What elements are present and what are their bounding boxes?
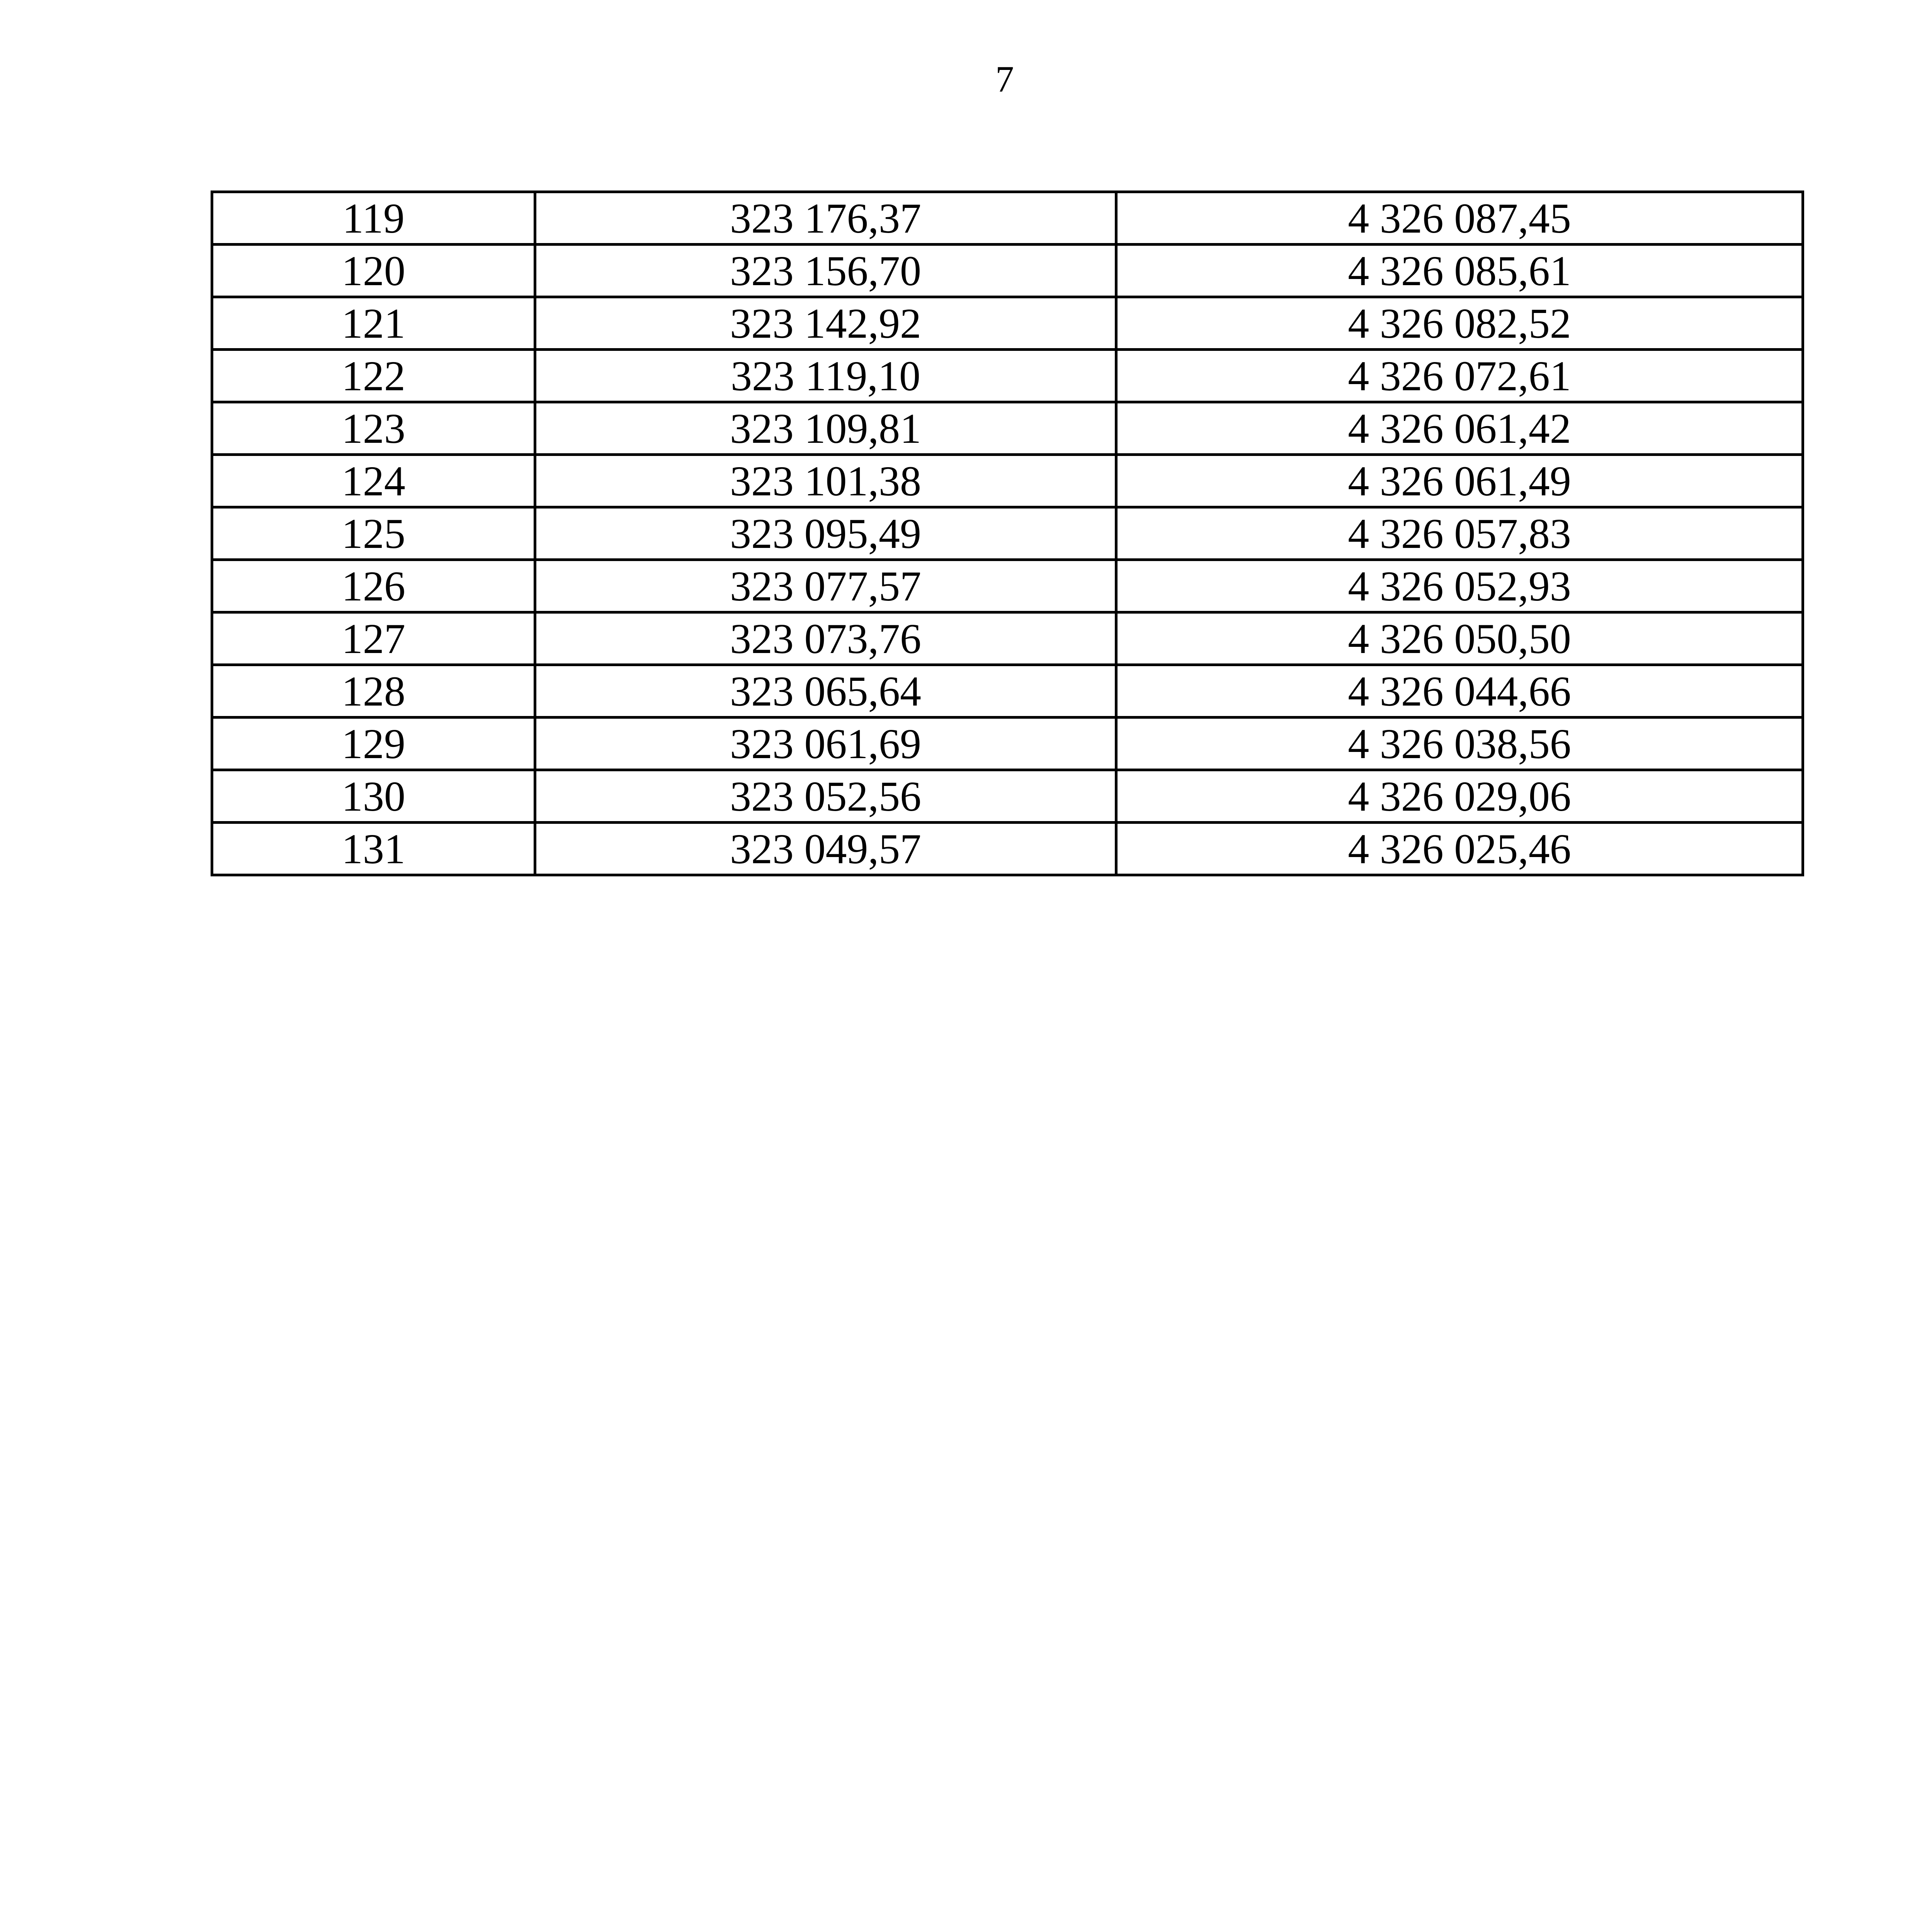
x-coordinate-cell: 323 061,69	[535, 718, 1116, 770]
table-row	[212, 823, 1803, 875]
point-number-cell: 127	[212, 612, 535, 665]
y-coordinate-cell: 4 326 050,50	[1116, 612, 1803, 665]
coordinates-table	[211, 190, 1804, 876]
x-coordinate-cell: 323 049,57	[535, 823, 1116, 875]
table-row	[212, 507, 1803, 560]
y-coordinate-cell: 4 326 072,61	[1116, 350, 1803, 402]
point-number-cell: 130	[212, 770, 535, 823]
page-number: 7	[995, 58, 1014, 100]
x-coordinate-cell: 323 095,49	[535, 507, 1116, 560]
table-row	[212, 192, 1803, 245]
table-row	[212, 350, 1803, 402]
x-coordinate-cell: 323 119,10	[535, 350, 1116, 402]
point-number-cell: 128	[212, 665, 535, 718]
x-coordinate-cell: 323 142,92	[535, 297, 1116, 350]
table-row	[212, 560, 1803, 612]
table-row	[212, 612, 1803, 665]
x-coordinate-cell: 323 101,38	[535, 455, 1116, 507]
table-row	[212, 770, 1803, 823]
x-coordinate-cell: 323 156,70	[535, 245, 1116, 297]
y-coordinate-cell: 4 326 052,93	[1116, 560, 1803, 612]
table-row	[212, 245, 1803, 297]
point-number-cell: 120	[212, 245, 535, 297]
point-number-cell: 124	[212, 455, 535, 507]
y-coordinate-cell: 4 326 085,61	[1116, 245, 1803, 297]
point-number-cell: 131	[212, 823, 535, 875]
table-row	[212, 718, 1803, 770]
x-coordinate-cell: 323 176,37	[535, 192, 1116, 245]
point-number-cell: 122	[212, 350, 535, 402]
x-coordinate-cell: 323 109,81	[535, 402, 1116, 455]
y-coordinate-cell: 4 326 038,56	[1116, 718, 1803, 770]
y-coordinate-cell: 4 326 057,83	[1116, 507, 1803, 560]
point-number-cell: 129	[212, 718, 535, 770]
y-coordinate-cell: 4 326 082,52	[1116, 297, 1803, 350]
x-coordinate-cell: 323 052,56	[535, 770, 1116, 823]
point-number-cell: 121	[212, 297, 535, 350]
y-coordinate-cell: 4 326 087,45	[1116, 192, 1803, 245]
table-row	[212, 665, 1803, 718]
point-number-cell: 125	[212, 507, 535, 560]
point-number-cell: 123	[212, 402, 535, 455]
table-row	[212, 297, 1803, 350]
y-coordinate-cell: 4 326 025,46	[1116, 823, 1803, 875]
x-coordinate-cell: 323 065,64	[535, 665, 1116, 718]
table-row	[212, 455, 1803, 507]
y-coordinate-cell: 4 326 061,42	[1116, 402, 1803, 455]
point-number-cell: 126	[212, 560, 535, 612]
table-row	[212, 402, 1803, 455]
x-coordinate-cell: 323 077,57	[535, 560, 1116, 612]
y-coordinate-cell: 4 326 061,49	[1116, 455, 1803, 507]
y-coordinate-cell: 4 326 029,06	[1116, 770, 1803, 823]
x-coordinate-cell: 323 073,76	[535, 612, 1116, 665]
y-coordinate-cell: 4 326 044,66	[1116, 665, 1803, 718]
point-number-cell: 119	[212, 192, 535, 245]
